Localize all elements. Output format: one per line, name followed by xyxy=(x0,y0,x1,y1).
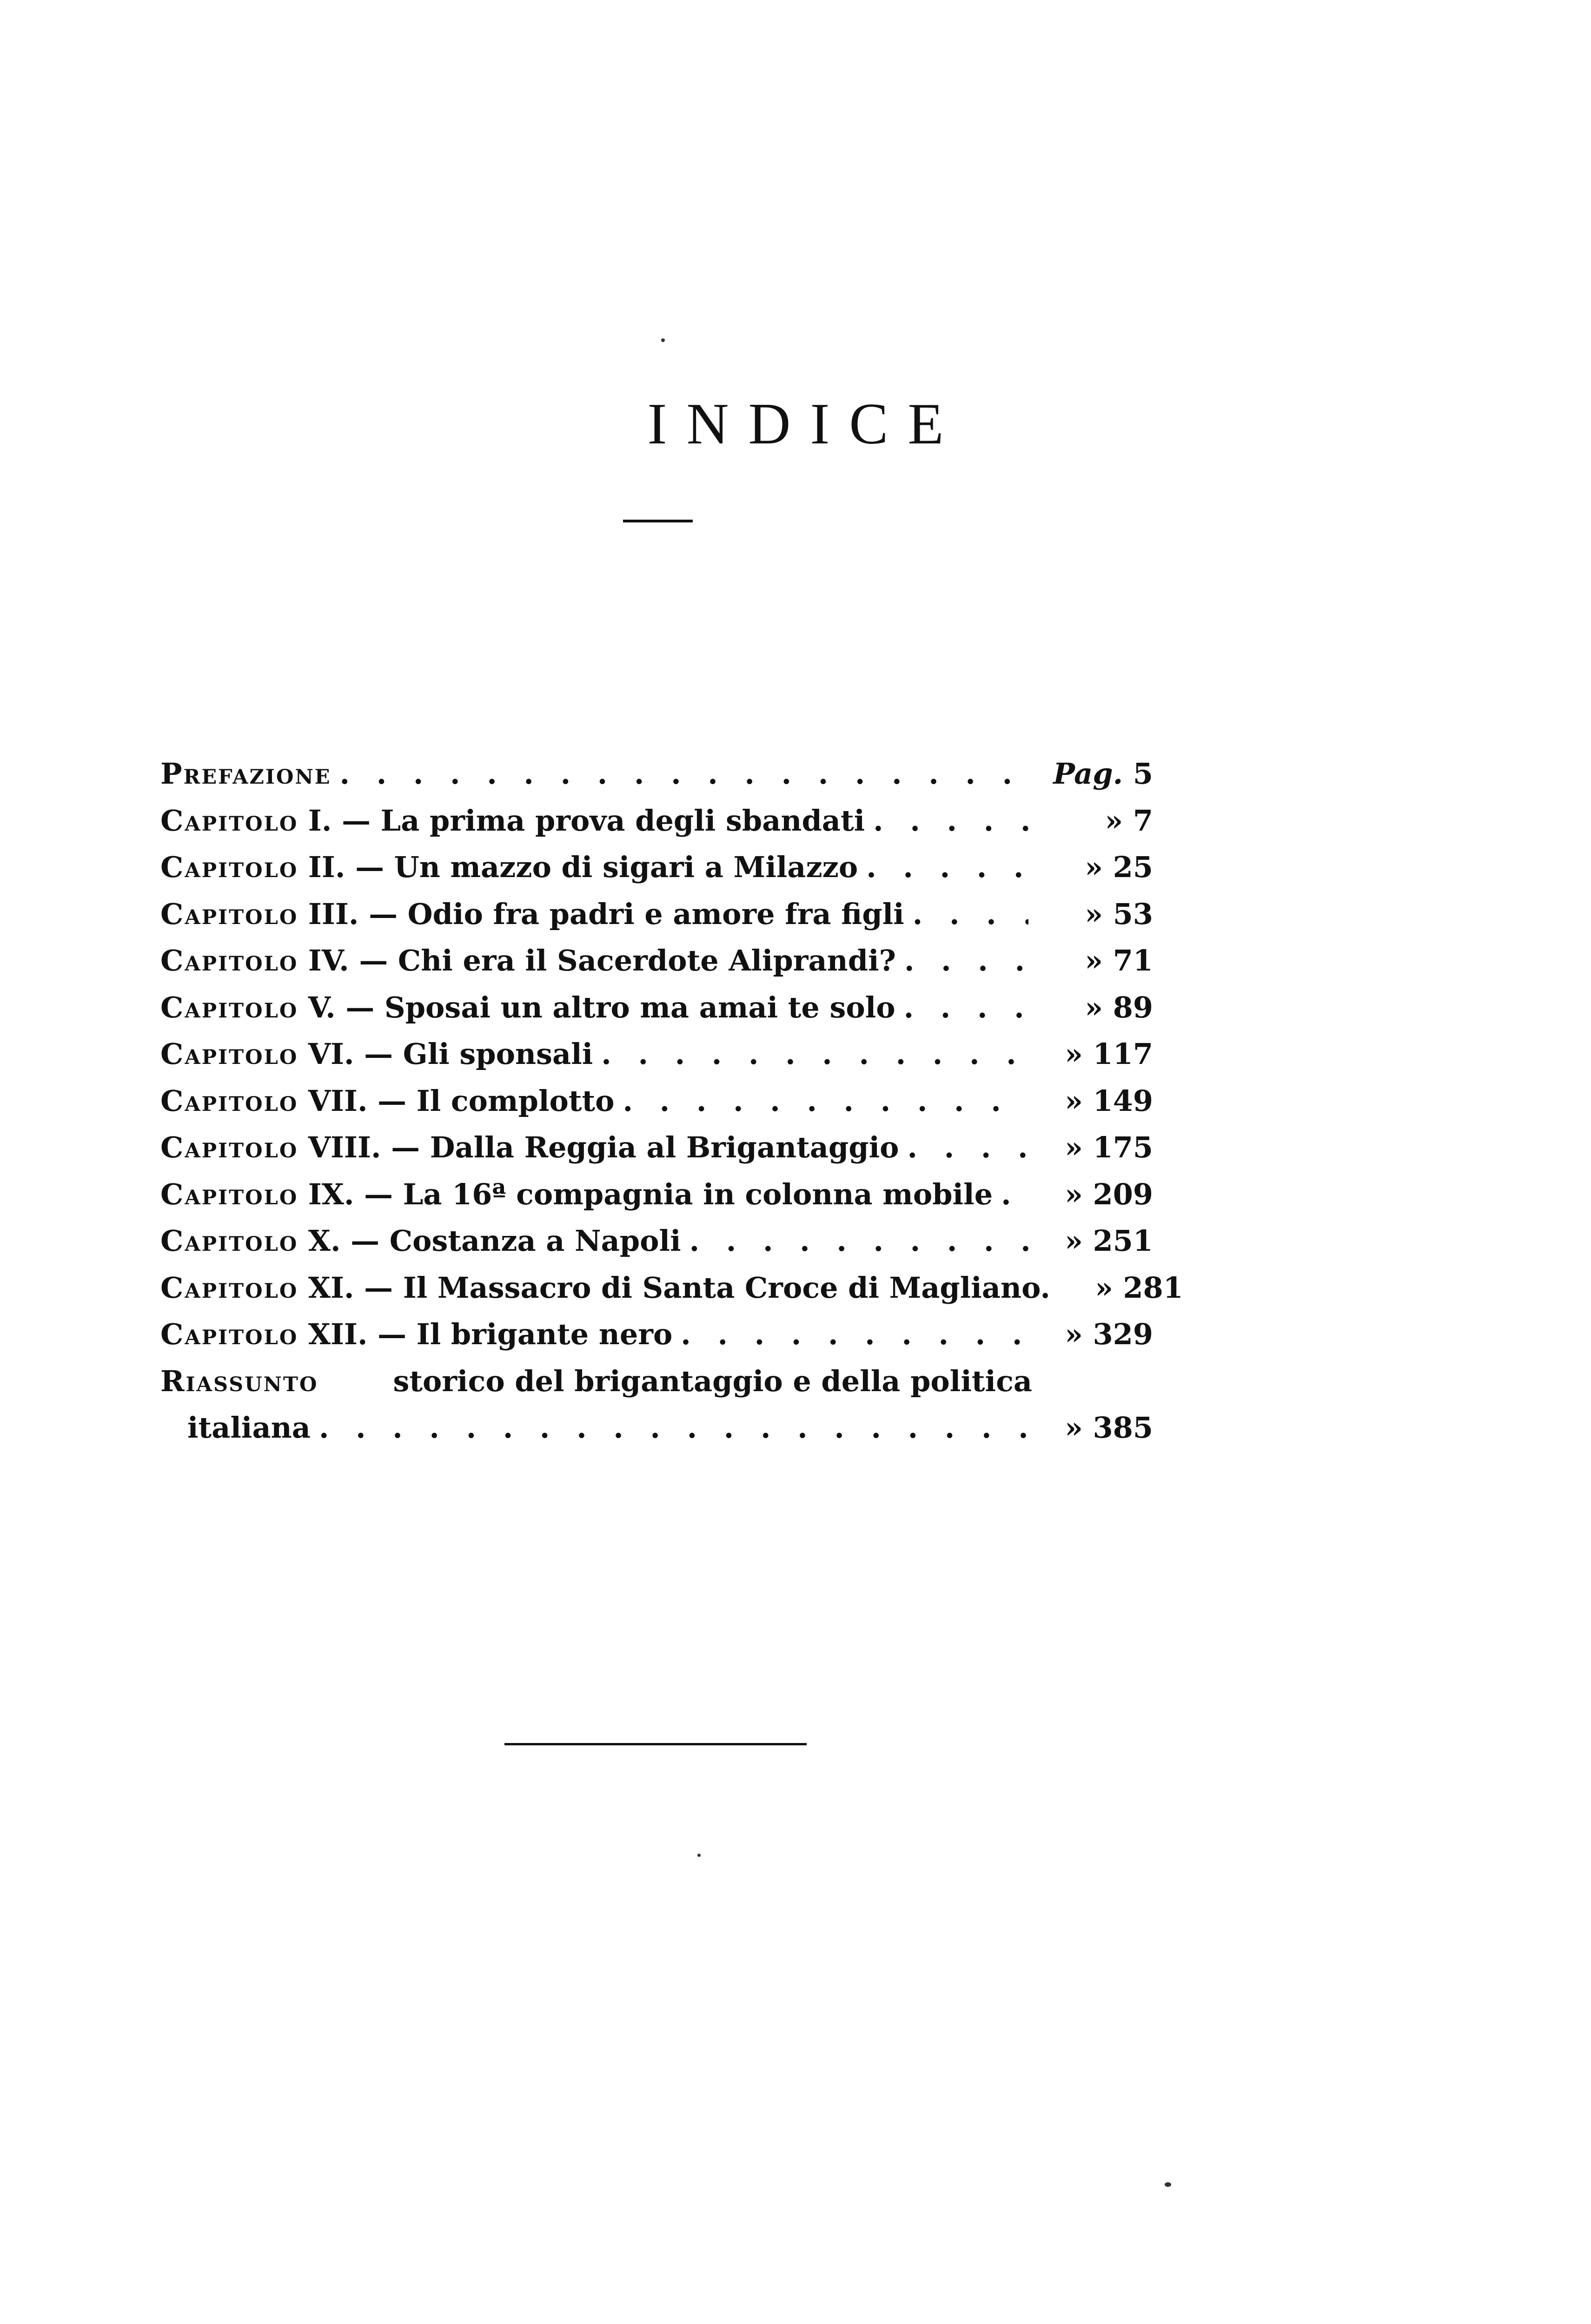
toc-entry-capitolo-10 xyxy=(160,1218,1153,1265)
toc-entry-title: XII. — Il brigante nero xyxy=(308,1317,673,1351)
toc-entry-prefix: Capitolo xyxy=(160,803,298,838)
toc-entry-prefix: Capitolo xyxy=(160,990,298,1024)
toc-entry-title: VII. — Il complotto xyxy=(308,1083,615,1118)
page-number: 7 xyxy=(1133,803,1153,838)
page-number: 117 xyxy=(1093,1037,1153,1071)
toc-entry-title-continued: italiana xyxy=(187,1411,311,1445)
toc-entry-title: I. — La prima prova degli sbandati xyxy=(308,803,865,838)
page-prefix: » xyxy=(1065,1130,1083,1164)
page-prefix: » xyxy=(1085,850,1103,884)
page-prefix: » xyxy=(1105,803,1123,838)
page-number: 251 xyxy=(1093,1224,1153,1258)
page-number: 329 xyxy=(1093,1317,1153,1351)
dot-leader xyxy=(873,798,1028,845)
toc-entry-title: IX. — La 16ª compagnia in colonna mobile xyxy=(308,1177,993,1211)
page-number: 89 xyxy=(1113,990,1153,1024)
toc-entry-capitolo-1 xyxy=(160,798,1153,845)
page-prefix: » xyxy=(1065,1224,1083,1258)
toc-entry-capitolo-7 xyxy=(160,1078,1153,1125)
toc-entry-title: III. — Odio fra padri e amore fra figli xyxy=(308,897,904,931)
dot-leader xyxy=(904,984,1028,1031)
page-number: 5 xyxy=(1133,757,1153,791)
toc-entry-title: VI. — Gli sponsali xyxy=(308,1037,593,1071)
toc-entry-capitolo-4 xyxy=(160,938,1153,984)
toc-entry-capitolo-3 xyxy=(160,891,1153,938)
toc-entry-title: X. — Costanza a Napoli xyxy=(308,1224,681,1258)
page-number: 71 xyxy=(1113,944,1153,977)
page-prefix: » xyxy=(1095,1270,1113,1305)
toc-entry-prefix: Capitolo xyxy=(160,1130,298,1164)
page-number: 209 xyxy=(1093,1177,1153,1211)
page-prefix: » xyxy=(1085,990,1103,1024)
toc-entry-title: II. — Un mazzo di sigari a Milazzo xyxy=(308,850,858,884)
page-prefix: » xyxy=(1085,944,1103,977)
dot-leader xyxy=(689,1218,1028,1265)
dot-leader xyxy=(1001,1171,1028,1218)
toc-entry-title: V. — Sposai un altro ma amai te solo xyxy=(308,990,895,1024)
dot-leader xyxy=(340,751,1028,798)
title-divider xyxy=(623,520,693,522)
dot-leader xyxy=(904,938,1028,984)
toc-entry-title: IV. — Chi era il Sacerdote Aliprandi? xyxy=(308,944,896,977)
toc-entry-title: VIII. — Dalla Reggia al Brigantaggio xyxy=(308,1130,899,1164)
table-of-contents xyxy=(160,751,1183,1452)
page-prefix: Pag. xyxy=(1053,757,1123,791)
toc-entry-capitolo-2 xyxy=(160,844,1153,891)
print-speck xyxy=(661,338,665,342)
toc-entry-prefix: Capitolo xyxy=(160,850,298,884)
toc-entry-prefazione xyxy=(160,751,1153,798)
print-speck xyxy=(1165,2182,1171,2187)
dot-leader xyxy=(866,844,1028,891)
toc-entry-title: storico del brigantaggio e della politica xyxy=(393,1364,1032,1398)
toc-entry-title: XI. — Il Massacro di Santa Croce di Magliano. xyxy=(308,1270,1050,1305)
toc-entry-capitolo-8 xyxy=(160,1124,1153,1171)
toc-entry-prefix: Capitolo xyxy=(160,944,298,977)
page-title: INDICE xyxy=(647,392,963,456)
page-prefix: » xyxy=(1085,897,1103,931)
toc-entry-prefix: Riassunto xyxy=(160,1364,318,1398)
dot-leader xyxy=(681,1311,1028,1358)
dot-leader xyxy=(623,1078,1028,1125)
toc-entry-prefix: Capitolo xyxy=(160,1317,298,1351)
toc-entry-prefix: Capitolo xyxy=(160,1177,298,1211)
toc-entry-prefix: Capitolo xyxy=(160,1083,298,1118)
page-prefix: » xyxy=(1065,1083,1083,1118)
page-prefix: » xyxy=(1065,1037,1083,1071)
closing-divider xyxy=(504,1743,807,1745)
toc-entry-capitolo-5 xyxy=(160,984,1153,1031)
page-number: 175 xyxy=(1093,1130,1153,1164)
dot-leader xyxy=(601,1031,1028,1078)
page-prefix: » xyxy=(1065,1317,1083,1351)
toc-entry-capitolo-12 xyxy=(160,1311,1153,1358)
page-prefix: » xyxy=(1065,1177,1083,1211)
toc-entry-capitolo-6 xyxy=(160,1031,1153,1078)
page-number: 281 xyxy=(1123,1270,1183,1305)
toc-entry-capitolo-9 xyxy=(160,1171,1153,1218)
toc-entry-prefix: Capitolo xyxy=(160,1224,298,1258)
toc-entry-prefix: Capitolo xyxy=(160,1037,298,1071)
page-prefix: » xyxy=(1065,1411,1083,1445)
toc-entry-capitolo-11 xyxy=(160,1265,1183,1312)
page-number: 53 xyxy=(1113,897,1153,931)
print-speck xyxy=(697,1854,701,1857)
dot-leader xyxy=(913,891,1028,938)
page-number: 385 xyxy=(1093,1411,1153,1445)
toc-entry-prefix: Capitolo xyxy=(160,897,298,931)
dot-leader xyxy=(319,1405,1028,1452)
toc-entry-riassunto xyxy=(160,1358,1153,1405)
page-number: 149 xyxy=(1093,1083,1153,1118)
toc-entry-prefix: Capitolo xyxy=(160,1270,298,1305)
toc-entry-prefix: Prefazione xyxy=(160,757,331,791)
page-number: 25 xyxy=(1113,850,1153,884)
dot-leader xyxy=(908,1124,1028,1171)
toc-entry-riassunto-continued xyxy=(160,1405,1153,1452)
